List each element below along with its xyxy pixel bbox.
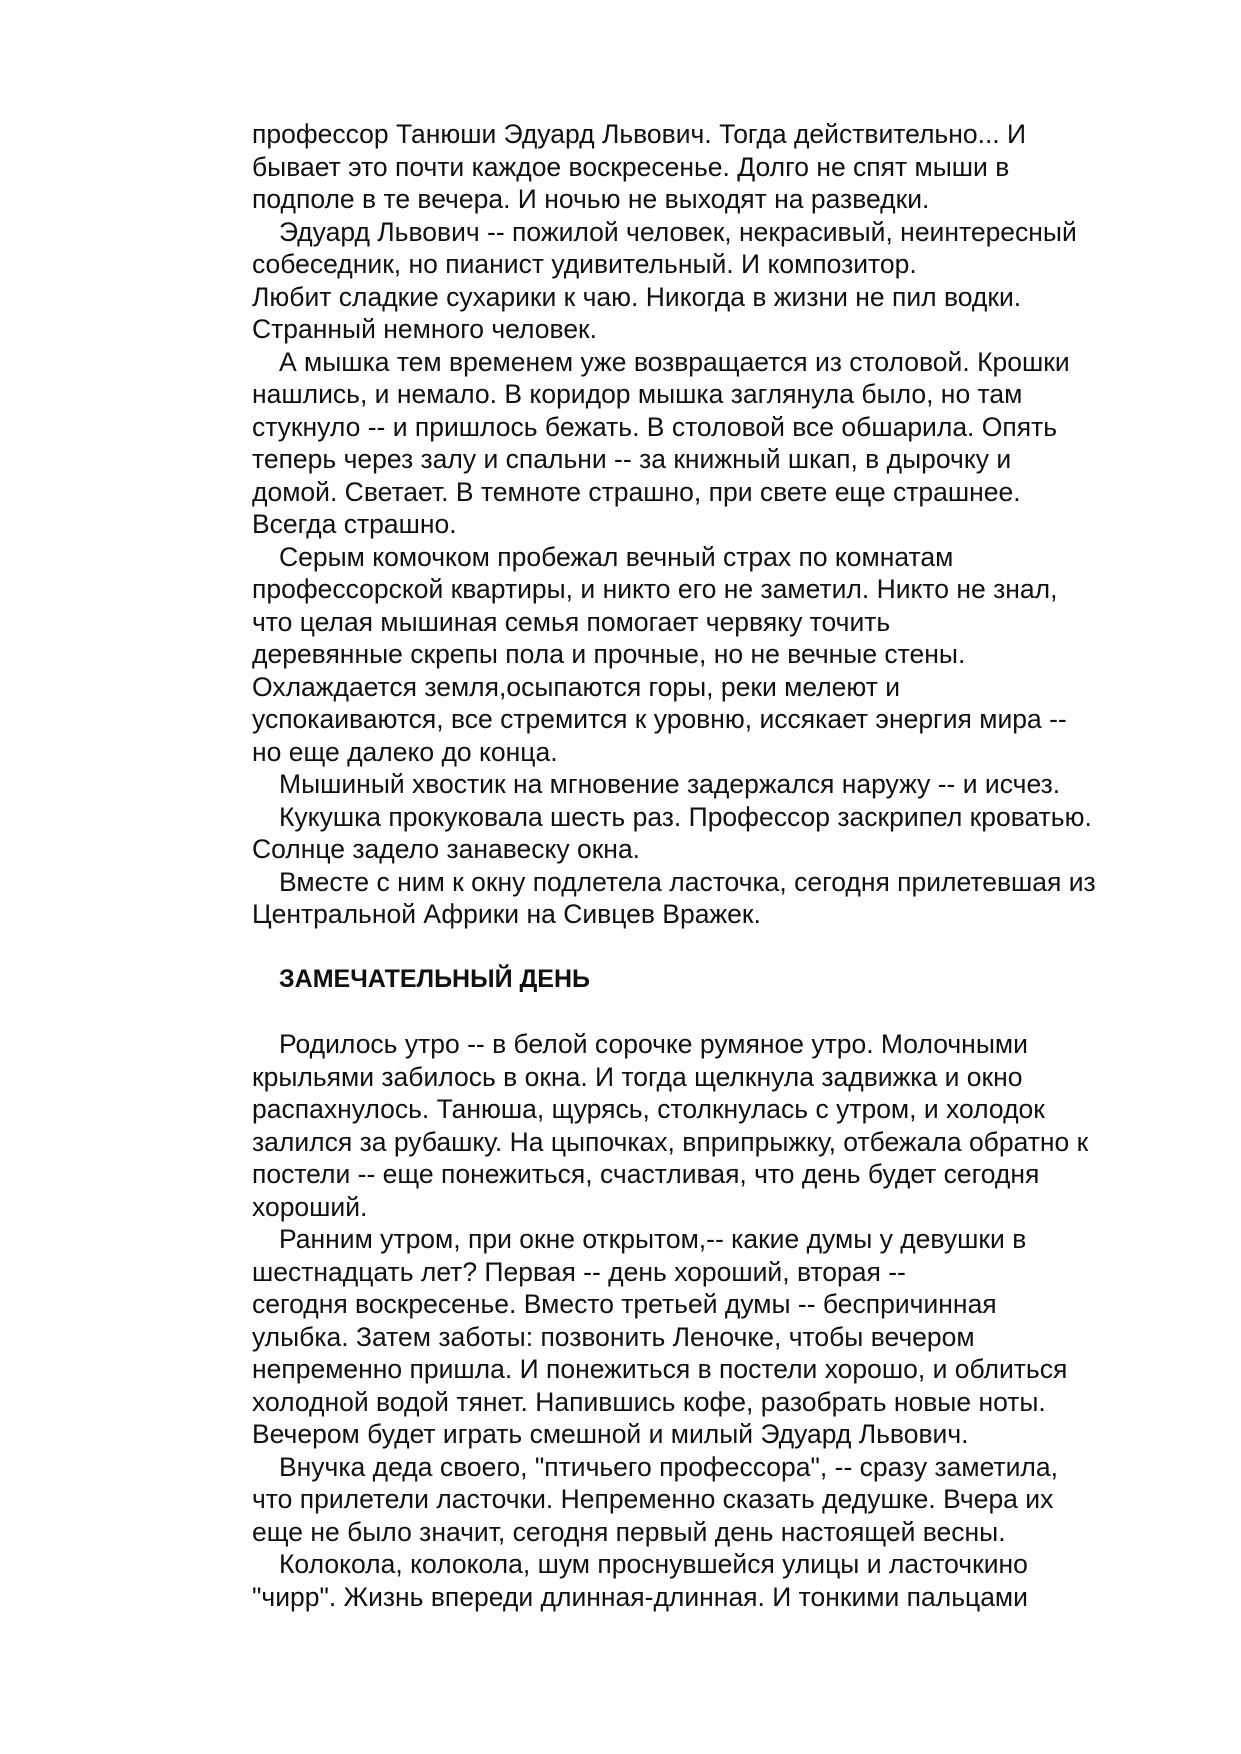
text-line: успокаиваются, все стремится к уровню, иссякает энергия мира -- xyxy=(252,704,1067,734)
text-line: залился за рубашку. На цыпочках, вприпрыжку, отбежала обратно к xyxy=(252,1126,1089,1157)
text-line: Вместе с ним к окну подлетела ласточка, сегодня прилетевшая из xyxy=(279,866,1096,897)
text-line: непременно пришла. И понежиться в постели хорошо, и облиться xyxy=(252,1354,1068,1384)
text-line: сегодня воскресенье. Вместо третьей думы -- беспричинная xyxy=(252,1289,997,1319)
text-line: А мышка тем временем уже возвращается из столовой. Крошки xyxy=(279,346,1070,377)
text-line: Вечером будет играть смешной и милый Эдуард Львович. xyxy=(252,1419,969,1449)
text-line: Солнце задело занавеску окна. xyxy=(252,834,641,864)
text-line: стукнуло -- и пришлось бежать. В столовой все обшарила. Опять xyxy=(252,411,1058,442)
text-line: постели -- еще понежиться, счастливая, что день будет сегодня xyxy=(252,1159,1040,1189)
text-line: домой. Светает. В темноте страшно, при свете еще страшнее. xyxy=(252,476,1021,507)
spacer xyxy=(252,996,1152,1029)
text-line: Мышиный хвостик на мгновение задержался наружу -- и исчез. xyxy=(279,769,1061,799)
text-line: Серым комочком пробежал вечный страх по комнатам xyxy=(279,541,954,572)
text-line: собеседник, но пианист удивительный. И композитор. xyxy=(252,249,917,279)
text-line: что прилетели ласточки. Непременно сказать дедушке. Вчера их xyxy=(252,1484,1054,1514)
text-line: Эдуард Львович -- пожилой человек, некрасивый, неинтересный xyxy=(279,216,1077,247)
text-line: Колокола, колокола, шум проснувшейся улицы и ласточкино xyxy=(279,1549,1028,1579)
text-line: шестнадцать лет? Первая -- день хороший, вторая -- xyxy=(252,1256,906,1287)
text-line: "чирр". Жизнь впереди длинная-длинная. И тонкими пальцами xyxy=(252,1581,1028,1612)
text-line: Внучка деда своего, "птичьего профессора", -- сразу заметила, xyxy=(279,1451,1058,1482)
text-line: бывает это почти каждое воскресенье. Долго не спят мыши в xyxy=(252,151,1010,182)
text-line: подполе в те вечера. И ночью не выходят на разведки. xyxy=(252,184,930,214)
document-page xyxy=(252,118,1152,1613)
text-section-1 xyxy=(252,118,1152,931)
text-section-2 xyxy=(252,1028,1152,1613)
text-line: Центральной Африки на Сивцев Вражек. xyxy=(252,899,761,929)
text-line: нашлись, и немало. В коридор мышка заглянула было, но там xyxy=(252,379,1023,409)
spacer xyxy=(252,931,1152,964)
text-line: еще не было значит, сегодня первый день настоящей весны. xyxy=(252,1516,1006,1547)
text-line: Кукушка прокуковала шесть раз. Профессор заскрипел кроватью. xyxy=(279,801,1092,832)
text-line: Ранним утром, при окне открытом,-- какие думы у девушки в xyxy=(279,1224,1027,1254)
text-line: Странный немного человек. xyxy=(252,314,598,344)
text-line: улыбка. Затем заботы: позвонить Леночке, чтобы вечером xyxy=(252,1321,975,1352)
text-line: профессор Танюши Эдуард Львович. Тогда действительно... И xyxy=(252,119,1027,149)
text-line: Охлаждается земля,осыпаются горы, реки мелеют и xyxy=(252,671,900,702)
text-line: Родилось утро -- в белой сорочке румяное утро. Молочными xyxy=(279,1029,1028,1059)
text-line: Всегда страшно. xyxy=(252,509,457,539)
text-line: хороший. xyxy=(252,1191,368,1222)
text-line: профессорской квартиры, и никто его не заметил. Никто не знал, xyxy=(252,574,1058,604)
text-line: крыльями забилось в окна. И тогда щелкнула задвижка и окно xyxy=(252,1061,1023,1092)
text-line: теперь через залу и спальни -- за книжный шкап, в дырочку и xyxy=(252,444,1012,474)
text-line: но еще далеко до конца. xyxy=(252,736,558,767)
text-line: распахнулось. Танюша, щурясь, столкнулась с утром, и холодок xyxy=(252,1094,1045,1124)
text-line: деревянные скрепы пола и прочные, но не вечные стены. xyxy=(252,639,966,669)
chapter-heading: ЗАМЕЧАТЕЛЬНЫЙ ДЕНЬ xyxy=(279,965,590,993)
text-line: что целая мышиная семья помогает червяку точить xyxy=(252,606,891,637)
text-line: Любит сладкие сухарики к чаю. Никогда в жизни не пил водки. xyxy=(252,281,1022,312)
text-line: холодной водой тянет. Напившись кофе, разобрать новые ноты. xyxy=(252,1386,1046,1417)
